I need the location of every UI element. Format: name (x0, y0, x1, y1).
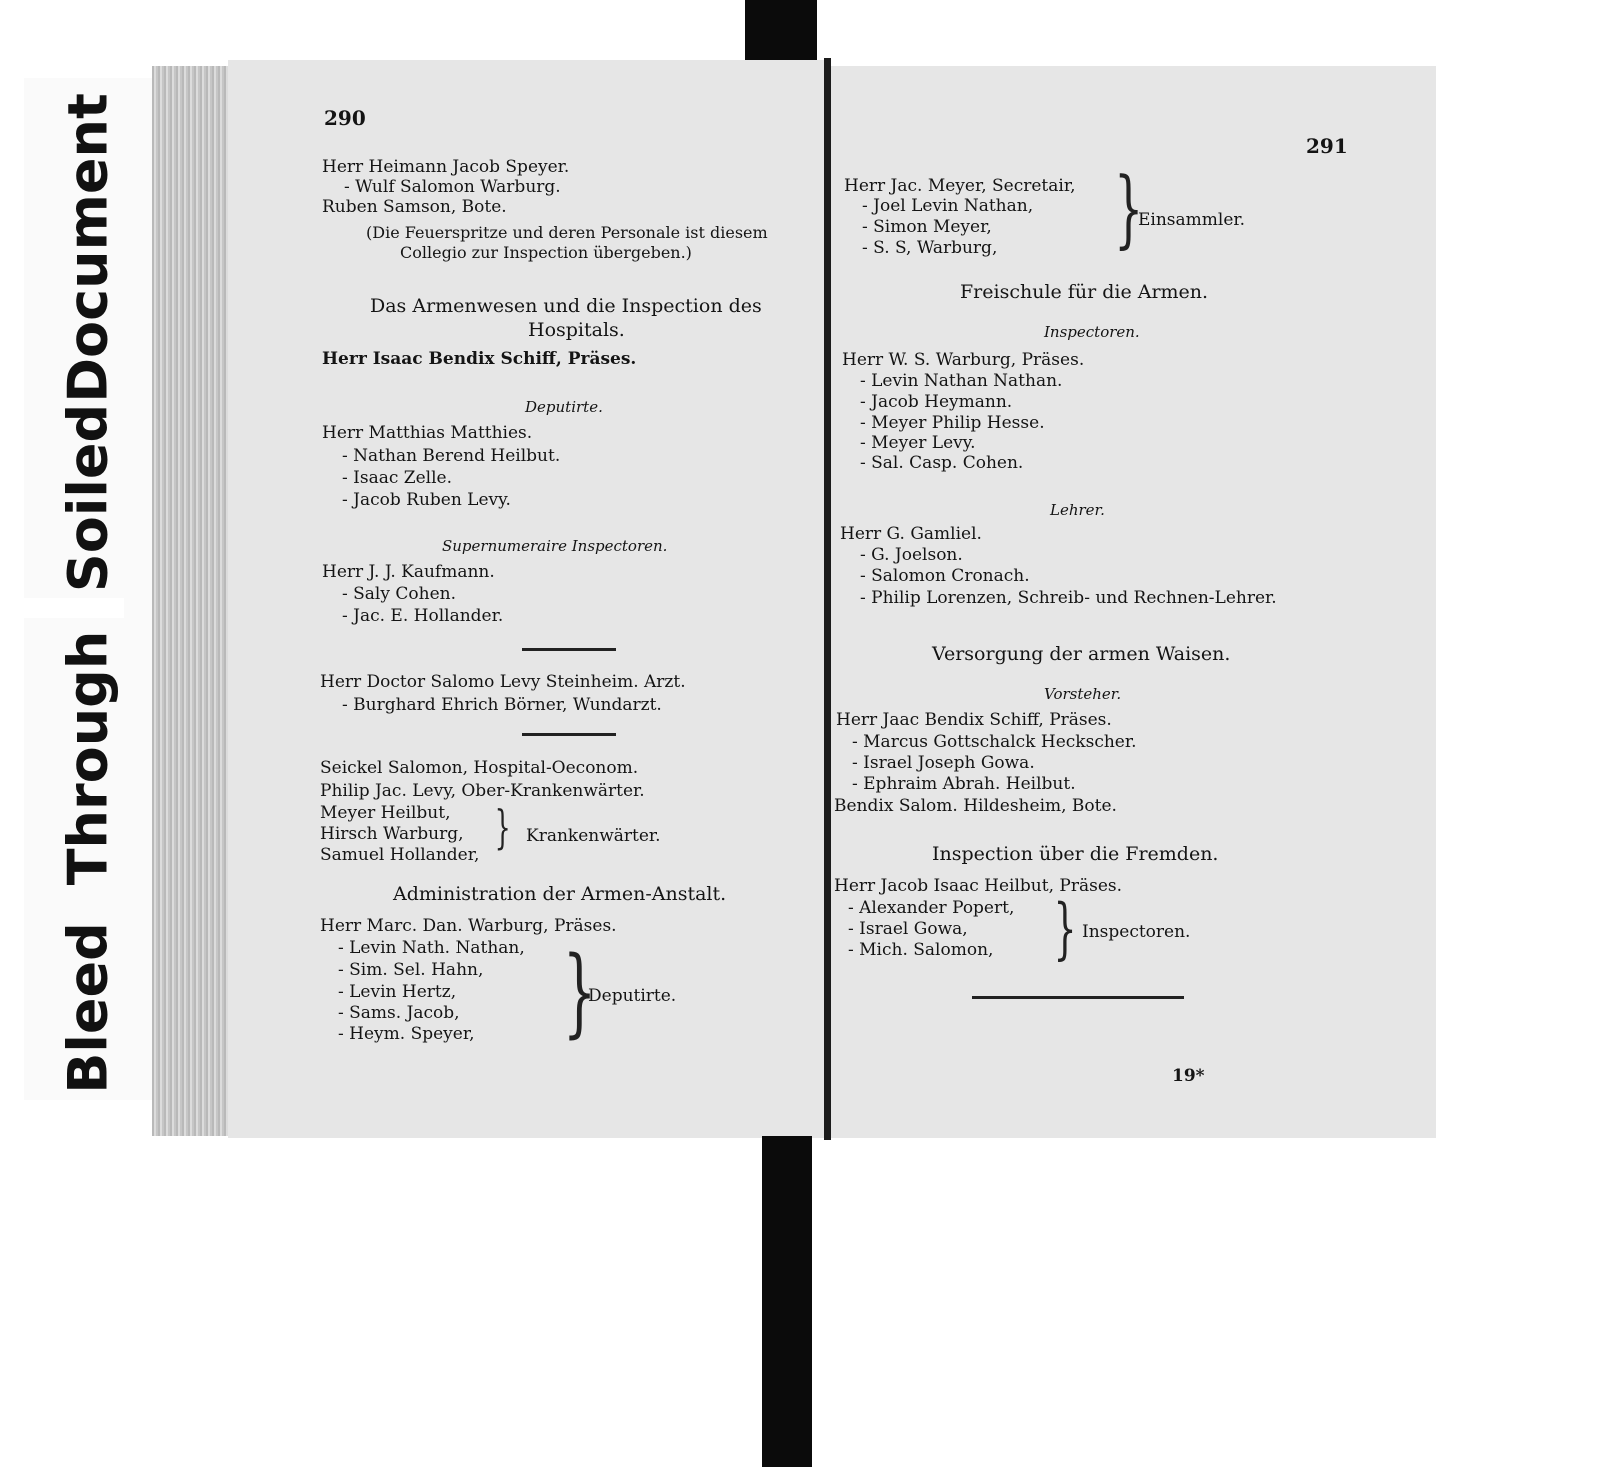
entry-line: - Alexander Popert, (848, 898, 1015, 918)
entry-line: - Sams. Jacob, (338, 1003, 460, 1023)
watermark-label (24, 78, 152, 1100)
entry-line: Ruben Samson, Bote. (322, 197, 507, 217)
entry-line: Herr Marc. Dan. Warburg, Präses. (320, 916, 617, 936)
entry-line: Hirsch Warburg, (320, 824, 464, 844)
stamp-word-soiled: Soiled (56, 403, 120, 593)
divider (972, 996, 1184, 999)
entry-line: Herr Isaac Bendix Schiff, Präses. (322, 349, 637, 369)
note-line: (Die Feuerspritze und deren Personale ist diesem (366, 223, 768, 242)
subheading: Inspectoren. (1044, 323, 1140, 341)
section-heading: Das Armenwesen und die Inspection des (370, 295, 762, 317)
subheading: Deputirte. (525, 398, 603, 416)
entry-line: - Meyer Philip Hesse. (860, 413, 1045, 433)
subheading: Supernumeraire Inspectoren. (442, 537, 668, 555)
entry-line: - Jacob Ruben Levy. (342, 490, 511, 510)
entry-line: - Simon Meyer, (862, 217, 992, 237)
brace: } (494, 800, 511, 854)
entry-line: - Jacob Heymann. (860, 392, 1013, 412)
entry-line: - Joel Levin Nathan, (862, 196, 1034, 216)
entry-line: - Sal. Casp. Cohen. (860, 453, 1024, 473)
page-number-left: 290 (324, 106, 366, 130)
entry-line: - Marcus Gottschalck Heckscher. (852, 732, 1137, 752)
subheading: Lehrer. (1050, 501, 1105, 519)
entry-line: - Burghard Ehrich Börner, Wundarzt. (342, 695, 662, 715)
subheading: Vorsteher. (1044, 685, 1122, 703)
entry-line: - Wulf Salomon Warburg. (344, 177, 561, 197)
entry-line: Herr Matthias Matthies. (322, 423, 533, 443)
stamp-word-bleed: Bleed (56, 922, 120, 1094)
entry-line: - Meyer Levy. (860, 433, 976, 453)
entry-line: Herr G. Gamliel. (840, 524, 982, 544)
bookmark-ribbon-top (745, 0, 817, 62)
section-heading: Administration der Armen-Anstalt. (393, 883, 727, 905)
stamp-word-through: Through (56, 630, 120, 886)
section-heading: Hospitals. (528, 319, 625, 341)
entry-line: Bendix Salom. Hildesheim, Bote. (834, 796, 1117, 816)
entry-line: - Israel Joseph Gowa. (852, 753, 1035, 773)
left-page (228, 60, 826, 1138)
group-label: Inspectoren. (1082, 922, 1191, 942)
entry-line: - S. S, Warburg, (862, 238, 998, 258)
section-heading: Freischule für die Armen. (960, 281, 1209, 303)
group-label: Deputirte. (588, 986, 677, 1006)
entry-line: - Jac. E. Hollander. (342, 606, 504, 626)
brace: } (1114, 159, 1144, 257)
entry-line: Herr Doctor Salomo Levy Steinheim. Arzt. (320, 672, 686, 692)
entry-line: - Philip Lorenzen, Schreib- und Rechnen-Lehrer. (860, 588, 1277, 608)
entry-line: Herr W. S. Warburg, Präses. (842, 350, 1085, 370)
entry-line: Samuel Hollander, (320, 845, 480, 865)
divider (522, 648, 616, 651)
entry-line: Meyer Heilbut, (320, 803, 451, 823)
entry-line: Herr Jacob Isaac Heilbut, Präses. (834, 876, 1123, 896)
signature-mark: 19* (1172, 1066, 1205, 1086)
entry-line: - Isaac Zelle. (342, 468, 452, 488)
section-heading: Versorgung der armen Waisen. (932, 643, 1231, 665)
entry-line: Philip Jac. Levy, Ober-Krankenwärter. (320, 781, 645, 801)
page-stack-edge (152, 66, 230, 1136)
stamp-word-document: Document (56, 93, 120, 403)
book-spine (824, 58, 831, 1140)
entry-line: - Heym. Speyer, (338, 1024, 475, 1044)
entry-line: Herr Jaac Bendix Schiff, Präses. (836, 710, 1112, 730)
entry-line: - Levin Hertz, (338, 982, 457, 1002)
entry-line: - Ephraim Abrah. Heilbut. (852, 774, 1076, 794)
entry-line: - Mich. Salomon, (848, 940, 994, 960)
entry-line: Herr J. J. Kaufmann. (322, 562, 495, 582)
brace: } (562, 936, 597, 1048)
entry-line: - Sim. Sel. Hahn, (338, 960, 484, 980)
entry-line: Herr Jac. Meyer, Secretair, (844, 176, 1076, 196)
entry-line: Seickel Salomon, Hospital-Oeconom. (320, 758, 639, 778)
bookmark-ribbon-bottom (762, 1136, 812, 1467)
entry-line: - Saly Cohen. (342, 584, 456, 604)
entry-line: - Israel Gowa, (848, 919, 968, 939)
group-label: Krankenwärter. (526, 826, 661, 846)
entry-line: - Salomon Cronach. (860, 566, 1030, 586)
page-number-right: 291 (1306, 134, 1348, 158)
note-line: Collegio zur Inspection übergeben.) (400, 243, 692, 262)
section-heading: Inspection über die Fremden. (932, 843, 1219, 865)
entry-line: - Levin Nath. Nathan, (338, 938, 525, 958)
entry-line: - Nathan Berend Heilbut. (342, 446, 561, 466)
entry-line: - G. Joelson. (860, 545, 963, 565)
entry-line: Herr Heimann Jacob Speyer. (322, 157, 570, 177)
group-label: Einsammler. (1138, 210, 1246, 230)
divider (522, 733, 616, 736)
entry-line: - Levin Nathan Nathan. (860, 371, 1063, 391)
brace: } (1053, 890, 1077, 967)
